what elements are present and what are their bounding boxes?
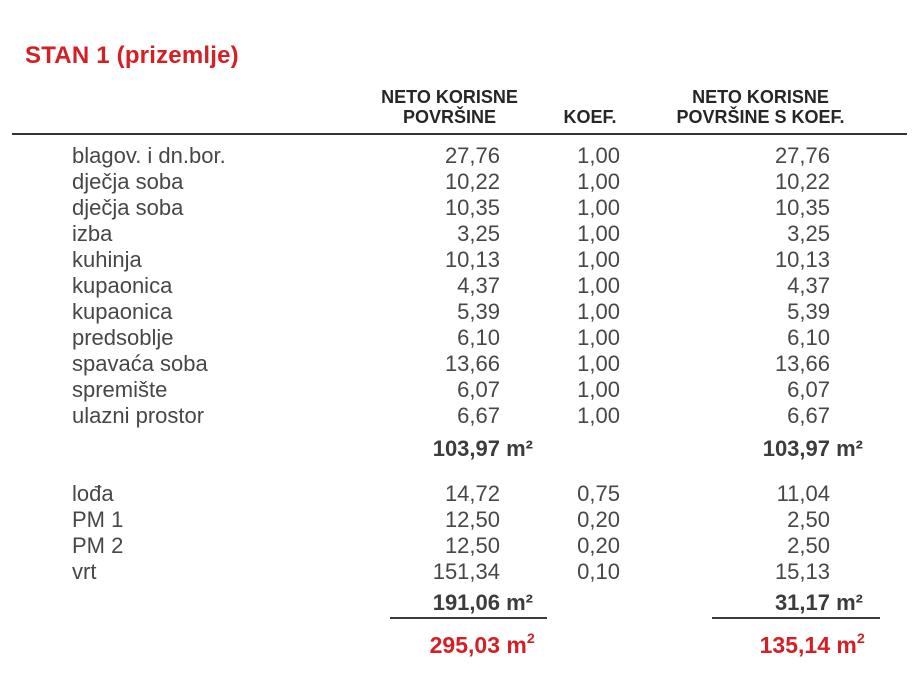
net-area-value: 12,50 <box>444 507 500 532</box>
koef-value: 1,00 <box>577 351 620 376</box>
table-row <box>12 403 907 429</box>
room-label: spremište <box>72 377 168 402</box>
koef-value: 1,00 <box>577 195 620 220</box>
net-area-koef-value: 11,04 <box>776 481 830 506</box>
header-net-area-line2: POVRŠINE <box>402 107 497 127</box>
net-area-koef-value: 10,22 <box>774 169 830 194</box>
total-value: 135,14 <box>759 632 830 658</box>
empty-cell <box>540 629 640 661</box>
table-row <box>12 195 907 221</box>
spacer <box>12 463 907 481</box>
unit-exponent: 2 <box>526 631 535 648</box>
koef-value: 0,75 <box>577 481 620 506</box>
total-rule-left <box>390 617 547 619</box>
group1-subtotal-row <box>12 435 907 463</box>
room-label: vrt <box>72 559 97 584</box>
grand-total-net-area <box>290 629 540 661</box>
table-row <box>12 377 907 403</box>
room-label: ulazni prostor <box>72 403 205 428</box>
koef-value: 1,00 <box>577 273 620 298</box>
net-area-value: 10,35 <box>444 195 500 220</box>
net-area-value: 13,66 <box>444 351 500 376</box>
header-net-area <box>290 86 540 134</box>
koef-value: 1,00 <box>577 247 620 272</box>
net-area-koef-value: 2,50 <box>787 507 830 532</box>
net-area-koef-value: 10,13 <box>774 247 830 272</box>
room-label: PM 2 <box>72 533 124 558</box>
room-label: kupaonica <box>72 299 173 324</box>
net-area-koef-value: 15,13 <box>774 559 830 584</box>
total-value: 295,03 <box>429 632 500 658</box>
net-area-value: 27,76 <box>444 143 500 168</box>
group1-subtotal-net-area-koef: 103,97 m² <box>762 436 863 461</box>
subtotal-value: 103,97 <box>432 436 500 461</box>
unit-base: m <box>830 632 857 658</box>
grand-total-row <box>12 629 907 661</box>
header-net-area-line1: NETO KORISNE <box>381 87 518 107</box>
net-area-value: 12,50 <box>444 533 500 558</box>
net-area-value: 14,72 <box>444 481 500 506</box>
koef-value: 1,00 <box>577 299 620 324</box>
header-net-area-koef-line1: NETO KORISNE <box>692 87 829 107</box>
koef-value: 0,20 <box>577 507 620 532</box>
spacer <box>12 134 907 143</box>
table-row <box>12 169 907 195</box>
room-label: predsoblje <box>72 325 174 350</box>
subtotal-value: 103,97 <box>762 436 830 461</box>
empty-cell <box>12 629 290 661</box>
header-net-area-koef-line2: POVRŠINE S KOEF. <box>676 107 845 127</box>
koef-value: 0,10 <box>577 559 620 584</box>
empty-cell <box>540 435 640 463</box>
net-area-value: 6,07 <box>457 377 500 402</box>
table-row <box>12 325 907 351</box>
room-label: kuhinja <box>72 247 142 272</box>
table-row <box>12 221 907 247</box>
table-row <box>12 533 907 559</box>
grand-total-net-area-koef <box>640 629 907 661</box>
room-label: spavaća soba <box>72 351 208 376</box>
table-row <box>12 507 907 533</box>
net-area-koef-value: 27,76 <box>774 143 830 168</box>
header-koef: KOEF. <box>540 86 640 134</box>
subtotal-value: 191,06 <box>432 590 500 615</box>
group2-subtotal-net-area: 191,06 m² <box>432 590 533 615</box>
table-row <box>12 143 907 169</box>
table-row <box>12 299 907 325</box>
total-rule-right <box>712 617 880 619</box>
room-label: kupaonica <box>72 273 173 298</box>
room-label: PM 1 <box>72 507 124 532</box>
group1-subtotal-net-area: 103,97 m² <box>432 436 533 461</box>
header-room-column <box>12 86 290 134</box>
empty-cell <box>12 589 290 617</box>
net-area-value: 10,13 <box>444 247 500 272</box>
net-area-koef-value: 2,50 <box>787 533 830 558</box>
room-label: blagov. i dn.bor. <box>72 143 226 168</box>
net-area-value: 151,34 <box>432 559 500 584</box>
koef-value: 1,00 <box>577 403 620 428</box>
koef-value: 1,00 <box>577 221 620 246</box>
net-area-value: 6,67 <box>457 403 500 428</box>
net-area-koef-value: 6,67 <box>787 403 830 428</box>
net-area-koef-value: 3,25 <box>787 221 830 246</box>
group2-subtotal-net-area-koef: 31,17 m² <box>774 590 863 615</box>
net-area-koef-value: 10,35 <box>774 195 830 220</box>
net-area-value: 6,10 <box>457 325 500 350</box>
unit-exponent: 2 <box>856 631 865 648</box>
table-row <box>12 351 907 377</box>
empty-cell <box>12 435 290 463</box>
net-area-value: 3,25 <box>457 221 500 246</box>
table-row <box>12 481 907 507</box>
koef-value: 1,00 <box>577 169 620 194</box>
table-header-row <box>12 86 907 134</box>
table-row <box>12 247 907 273</box>
room-label: dječja soba <box>72 169 184 194</box>
table-row <box>12 559 907 585</box>
room-label: lođa <box>72 481 114 506</box>
net-area-koef-value: 5,39 <box>787 299 830 324</box>
empty-cell <box>540 589 640 617</box>
room-label: dječja soba <box>72 195 184 220</box>
net-area-koef-value: 4,37 <box>787 273 830 298</box>
net-area-value: 10,22 <box>444 169 500 194</box>
group2-subtotal-row <box>12 589 907 617</box>
unit-base: m <box>500 632 527 658</box>
table-row <box>12 273 907 299</box>
header-net-area-koef <box>640 86 907 134</box>
net-area-koef-value: 6,07 <box>787 377 830 402</box>
net-area-value: 4,37 <box>457 273 500 298</box>
document-title: STAN 1 (prizemlje) <box>25 42 239 69</box>
koef-value: 1,00 <box>577 377 620 402</box>
koef-value: 1,00 <box>577 143 620 168</box>
koef-value: 0,20 <box>577 533 620 558</box>
net-area-koef-value: 6,10 <box>787 325 830 350</box>
room-label: izba <box>72 221 113 246</box>
area-table <box>12 86 907 661</box>
net-area-koef-value: 13,66 <box>774 351 830 376</box>
koef-value: 1,00 <box>577 325 620 350</box>
net-area-value: 5,39 <box>457 299 500 324</box>
subtotal-value: 31,17 <box>774 590 830 615</box>
